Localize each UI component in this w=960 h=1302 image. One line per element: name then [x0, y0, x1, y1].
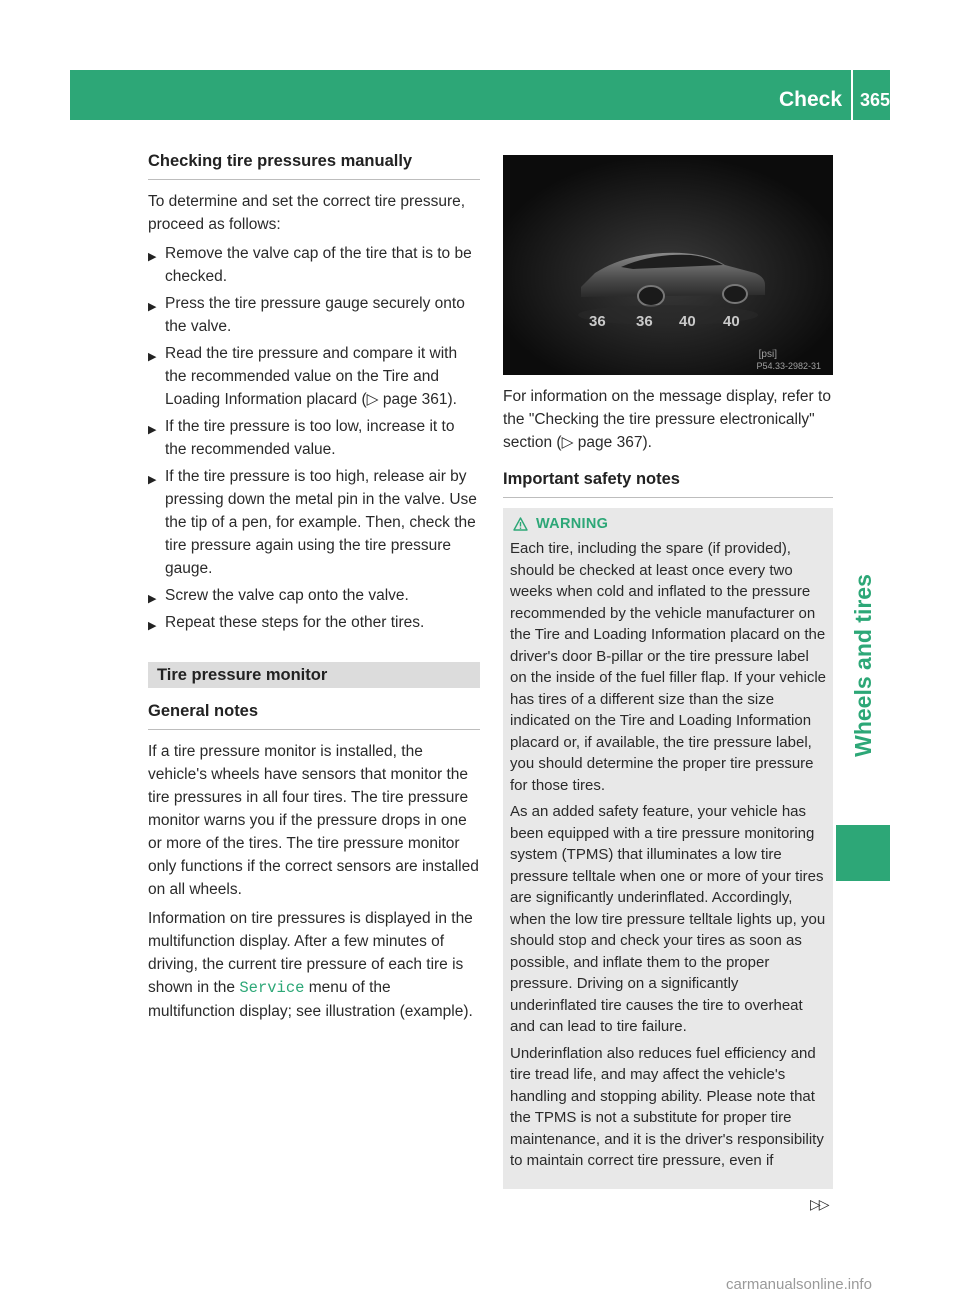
arrow-icon: ▶ [148, 474, 157, 486]
step-text: Repeat these steps for the other tires. [165, 614, 425, 631]
step-item [148, 465, 480, 580]
figure-code: P54.33-2982-31 [756, 361, 821, 371]
step-item [148, 292, 480, 338]
tire-pressure-front-left: 36 [589, 313, 606, 330]
right-column [503, 155, 833, 1189]
side-tab-marker [836, 825, 890, 881]
header-section [750, 86, 890, 118]
arrow-icon: ▶ [148, 620, 157, 632]
arrow-icon: ▶ [148, 593, 157, 605]
heading-safety-notes: Important safety notes [503, 468, 833, 498]
warning-paragraph-2: As an added safety feature, your vehicle has been equipped with a tire pressure monitoring system (TPMS) that illuminates a low tire pressure telltale when one or more of your tires are significantly underinflated. Accordingly, when the low tire pressure telltale lights up, you should stop and check your tires as soon as possible, and inflate them to the proper pressure. Driving on a significantly underinflated tire causes the tire to overheat and can lead to tire failure. [510, 803, 826, 1035]
page-number: 365 [860, 90, 891, 110]
warning-paragraph-3: Underinflation also reduces fuel efficiency and tire tread life, and may affect the vehicle's handling and stopping ability. Please note that the TPMS is not a substitute for proper tire maintenance, and it is the driver's responsibility to maintain correct tire pressure, even if [510, 1044, 824, 1169]
tire-pressure-rear-right: 40 [723, 313, 740, 330]
warning-triangle-icon [513, 517, 528, 531]
heading-general-notes: General notes [148, 700, 480, 730]
warning-header [510, 516, 827, 532]
step-text: Read the tire pressure and compare it with the recommended value on the Tire and Loading Information placard (▷ page 361). [165, 345, 458, 408]
step-item [148, 415, 480, 461]
general-notes-paragraph-1: If a tire pressure monitor is installed, the vehicle's wheels have sensors that monitor the tire pressures in all four tires. The tire pressure monitor warns you if the pressure drops in one or more of the tires. The tire pressure monitor only functions if the correct sensors are installed on all wheels. [148, 743, 479, 898]
para2-text-before: Information on tire pressures is displayed in the multifunction display. After a few minutes of driving, the current tire pressure of each tire is shown in the [148, 910, 473, 996]
service-menu-code: Service [239, 979, 305, 997]
figure-caption: For information on the message display, refer to the "Checking the tire pressure electronically" section (▷ page 367). [503, 388, 831, 451]
banner-tire-pressure-monitor: Tire pressure monitor [148, 662, 480, 688]
warning-paragraph-1: Each tire, including the spare (if provided), should be checked at least once every two weeks when cold and inflated to the pressure recommended by the vehicle manufacturer on the Tire and Loading Information placard on the driver's door B-pillar or the tire pressure label on the inside of the fuel filler flap. If your vehicle has tires of a different size than the size indicated on the Tire and Loading Information placard or, if available, the tire pressure label, you should determine the proper tire pressure for those tires. [510, 540, 827, 794]
step-text: Screw the valve cap onto the valve. [165, 587, 409, 604]
warning-box [503, 508, 833, 1189]
multifunction-display-figure [503, 155, 833, 375]
pressure-unit: [psi] [758, 349, 777, 360]
arrow-icon: ▶ [148, 351, 157, 363]
step-text: If the tire pressure is too high, release air by pressing down the metal pin in the valve. Use the tip of a pen, for example. Then, check the tire pressure again using the tire pressure gauge. [165, 468, 477, 577]
arrow-icon: ▶ [148, 301, 157, 313]
para2-text-after: menu of the multifunction display; see illustration (example). [148, 979, 473, 1020]
step-item [148, 584, 480, 607]
step-item [148, 242, 480, 288]
continue-arrows-icon: ▷▷ [810, 1196, 828, 1212]
intro-paragraph: To determine and set the correct tire pressure, proceed as follows: [148, 193, 466, 233]
step-item [148, 611, 480, 634]
warning-title: WARNING [536, 516, 609, 532]
general-notes-paragraph-2 [148, 907, 480, 1023]
heading-checking-manually: Checking tire pressures manually [148, 150, 480, 180]
car-illustration [503, 155, 833, 375]
section-title: Check [778, 88, 842, 111]
arrow-icon: ▶ [148, 251, 157, 263]
step-item [148, 342, 480, 411]
side-tab-label: Wheels and tires [849, 573, 876, 757]
tire-pressure-rear-left: 40 [679, 313, 696, 330]
arrow-icon: ▶ [148, 424, 157, 436]
left-column [148, 150, 480, 1029]
step-text: Press the tire pressure gauge securely onto the valve. [165, 295, 465, 335]
header-divider [851, 70, 853, 120]
watermark: carmanualsonline.info [726, 1276, 872, 1293]
step-text: If the tire pressure is too low, increase it to the recommended value. [165, 418, 455, 458]
tire-pressure-front-right: 36 [636, 313, 653, 330]
side-tab [836, 530, 890, 800]
step-text: Remove the valve cap of the tire that is to be checked. [165, 245, 472, 285]
